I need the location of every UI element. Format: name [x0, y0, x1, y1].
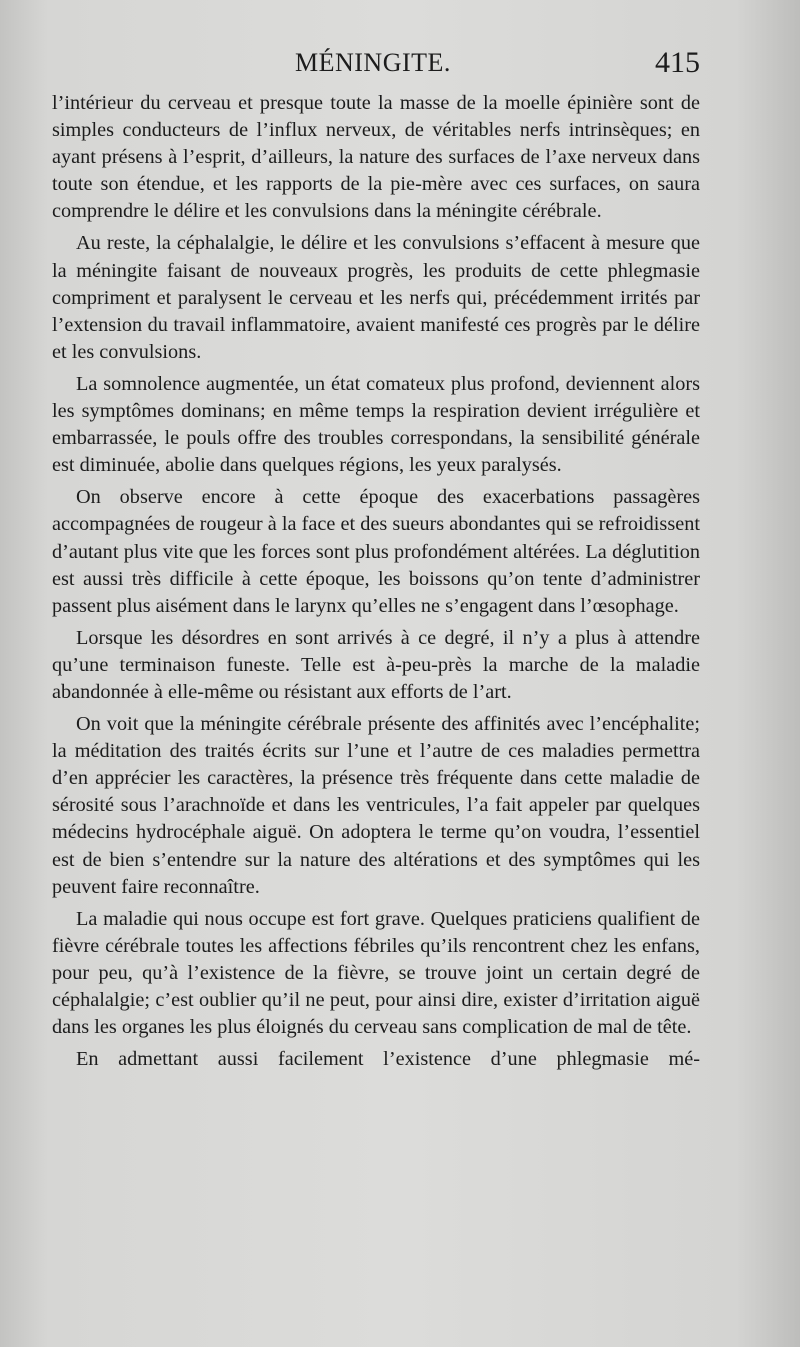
paragraph: La maladie qui nous occupe est fort grave. Quelques praticiens qualifient de fièvre cérébrale toutes les affections fébriles qu’ils rencontrent chez les enfans, pour peu, qu’à l’existence de la fièvre, se trouve joint un certain degré de céphalalgie; c’est oublier qu’il ne peut, pour ainsi dire, exister d’irritation aiguë dans les organes les plus éloignés du cerveau sans complication de mal de tête.	[52, 907, 700, 1039]
page-number: 415	[655, 46, 700, 79]
paragraph: Lorsque les désordres en sont arrivés à ce degré, il n’y a plus à attendre qu’une terminaison funeste. Telle est à-peu-près la marche de la maladie abandonnée à elle-même ou résistant aux efforts de l’art.	[52, 626, 700, 703]
body-text	[52, 90, 700, 1078]
paragraph: On observe encore à cette époque des exacerbations passagères accompagnées de rougeur à la face et des sueurs abondantes qui se refroidissent d’autant plus vite que les forces sont plus profondément altérées. La déglutition est aussi très difficile à cette époque, les boissons qu’on tente d’administrer passent plus aisément dans le larynx qu’elles ne s’engagent dans l’œsophage.	[52, 486, 700, 617]
paragraph: l’intérieur du cerveau et presque toute la masse de la moelle épinière sont de simples conducteurs de l’influx nerveux, de véritables nerfs intrinsèques; en ayant présens à l’esprit, d’ailleurs, la nature des surfaces de l’axe nerveux dans toute son étendue, et les rapports de la pie-mère avec ces surfaces, on saura comprendre le délire et les convulsions dans la méningite cérébrale.	[52, 92, 700, 223]
paragraph: Au reste, la céphalalgie, le délire et les convulsions s’effacent à mesure que la méningite faisant de nouveaux progrès, les produits de cette phlegmasie compriment et paralysent le cerveau et les nerfs qui, précédemment irrités par l’extension du travail inflammatoire, avaient manifesté ces progrès par le délire et les convulsions.	[52, 232, 700, 363]
paragraph: La somnolence augmentée, un état comateux plus profond, deviennent alors les symptômes dominans; en même temps la respiration devient irrégulière et embarrassée, le pouls offre des troubles correspondans, la sensibilité générale est diminuée, abolie dans quelques régions, les yeux paralysés.	[52, 372, 700, 477]
paragraph: En admettant aussi facilement l’existence d’une phlegmasie mé-	[76, 1048, 700, 1071]
page-title: MÉNINGITE.	[295, 48, 451, 77]
running-head	[0, 48, 800, 88]
paragraph: On voit que la méningite cérébrale présente des affinités avec l’encéphalite; la méditation des traités écrits sur l’une et l’autre de ces maladies permettra d’en apprécier les caractères, la présence très fréquente dans cette maladie de sérosité sous l’arachnoïde et dans les ventricules, l’a fait appeler par quelques médecins hydrocéphale aiguë. On adoptera le terme qu’on voudra, l’essentiel est de bien s’entendre sur la nature des altérations et des symptômes qui les peuvent faire reconnaître.	[52, 713, 700, 898]
